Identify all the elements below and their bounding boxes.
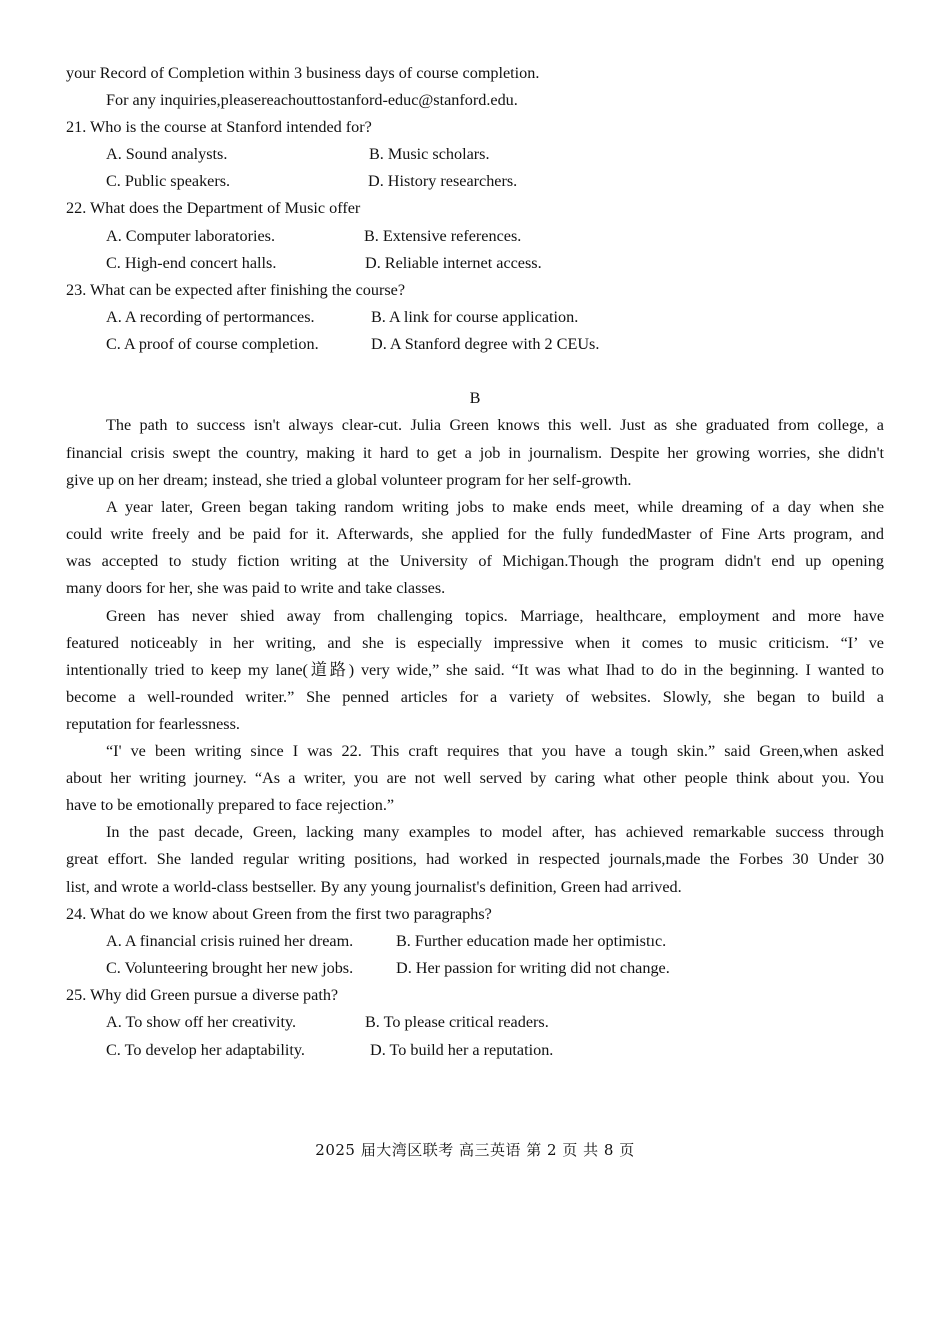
question-24-option-a: A. A financial crisis ruined her dream. — [106, 932, 354, 950]
passage-a-contact-line: For any inquiries,pleasereachouttostanford-educ@stanford.edu. — [106, 91, 518, 109]
question-24-option-c: C. Volunteering brought her new jobs. — [106, 959, 354, 977]
question-25-option-b: B. To please critical readers. — [365, 1013, 549, 1031]
passage-b-paragraph-3-line-5: reputation for fearlessness. — [66, 715, 240, 733]
passage-b-paragraph-5-line-3: list, and wrote a world-class bestseller. By any young journalist's definition, Green had arrived. — [66, 878, 682, 896]
section-b-heading: B — [469, 389, 481, 407]
passage-b-paragraph-1-line-1: The path to success isn't always clear-cut. Julia Green knows this well. Just as she graduated from college, a — [106, 416, 884, 434]
passage-b-paragraph-4-line-3: have to be emotionally prepared to face rejection.” — [66, 796, 395, 814]
page-footer: 2025 届大湾区联考 高三英语 第 2 页 共 8 页 — [315, 1141, 635, 1159]
question-23-option-d: D. A Stanford degree with 2 CEUs. — [371, 335, 600, 353]
passage-b-paragraph-5-line-2: great effort. She landed regular writing positions, had worked in respected journals,made the Forbes 30 Under 30 — [66, 850, 884, 868]
question-23-stem: 23. What can be expected after finishing the course? — [66, 281, 406, 299]
passage-b-paragraph-3-line-3: intentionally tried to keep my lane(道路) very wide,” she said. “It was what Ihad to do in the beginning. I wanted to — [66, 661, 884, 679]
question-23-option-c: C. A proof of course completion. — [106, 335, 319, 353]
passage-b-paragraph-1-line-2: financial crisis swept the country, making it hard to get a job in journalism. Despite her growing worries, she didn't — [66, 444, 884, 462]
question-24-option-d: D. Her passion for writing did not change. — [396, 959, 670, 977]
question-25-option-a: A. To show off her creativity. — [106, 1013, 297, 1031]
passage-b-paragraph-3-line-4: become a well-rounded writer.” She penned articles for a variety of websites. Slowly, she began to build a — [66, 688, 884, 706]
question-25-stem: 25. Why did Green pursue a diverse path? — [66, 986, 339, 1004]
passage-b-paragraph-2-line-2: could write freely and be paid for it. Afterwards, she applied for the fully fundedMaster of Fine Arts program, and — [66, 525, 884, 543]
passage-b-paragraph-4-line-1: “I' ve been writing since I was 22. This craft requires that you have a tough skin.” said Green,when asked — [106, 742, 884, 760]
passage-a-closing-line: your Record of Completion within 3 business days of course completion. — [66, 64, 540, 82]
question-25-option-c: C. To develop her adaptability. — [106, 1041, 305, 1059]
question-21-stem: 21. Who is the course at Stanford intended for? — [66, 118, 372, 136]
question-23-option-b: B. A link for course application. — [371, 308, 579, 326]
question-22-option-a: A. Computer laboratories. — [106, 227, 276, 245]
passage-b-paragraph-5-line-1: In the past decade, Green, lacking many examples to model after, has achieved remarkable success through — [106, 823, 884, 841]
question-25-option-d: D. To build her a reputation. — [370, 1041, 554, 1059]
passage-b-paragraph-2-line-3: was accepted to study fiction writing at the University of Michigan.Though the program didn't end up opening — [66, 552, 884, 570]
passage-b-paragraph-2-line-1: A year later, Green began taking random writing jobs to make ends meet, while dreaming of a day when she — [106, 498, 884, 516]
question-21-option-d: D. History researchers. — [368, 172, 518, 190]
question-24-stem: 24. What do we know about Green from the first two paragraphs? — [66, 905, 492, 923]
question-22-option-b: B. Extensive references. — [364, 227, 522, 245]
passage-b-paragraph-1-line-3: give up on her dream; instead, she tried a global volunteer program for her self-growth. — [66, 471, 632, 489]
passage-b-paragraph-3-line-1: Green has never shied away from challenging topics. Marriage, healthcare, employment and more have — [106, 607, 884, 625]
question-21-option-a: A. Sound analysts. — [106, 145, 228, 163]
passage-b-paragraph-2-line-4: many doors for her, she was paid to write and take classes. — [66, 579, 446, 597]
passage-b-paragraph-4-line-2: about her writing journey. “As a writer, you are not well served by caring what other people think about you. You — [66, 769, 884, 787]
question-24-option-b: B. Further education made her optimistıc. — [396, 932, 667, 950]
passage-b-paragraph-3-line-2: featured noticeably in her writing, and she is especially impressive when it comes to music criticism. “I’ ve — [66, 634, 884, 652]
question-22-option-d: D. Reliable internet access. — [365, 254, 542, 272]
question-21-option-c: C. Public speakers. — [106, 172, 231, 190]
question-23-option-a: A. A recording of pertormances. — [106, 308, 315, 326]
question-22-option-c: C. High-end concert halls. — [106, 254, 277, 272]
question-21-option-b: B. Music scholars. — [369, 145, 490, 163]
question-22-stem: 22. What does the Department of Music offer — [66, 199, 361, 217]
